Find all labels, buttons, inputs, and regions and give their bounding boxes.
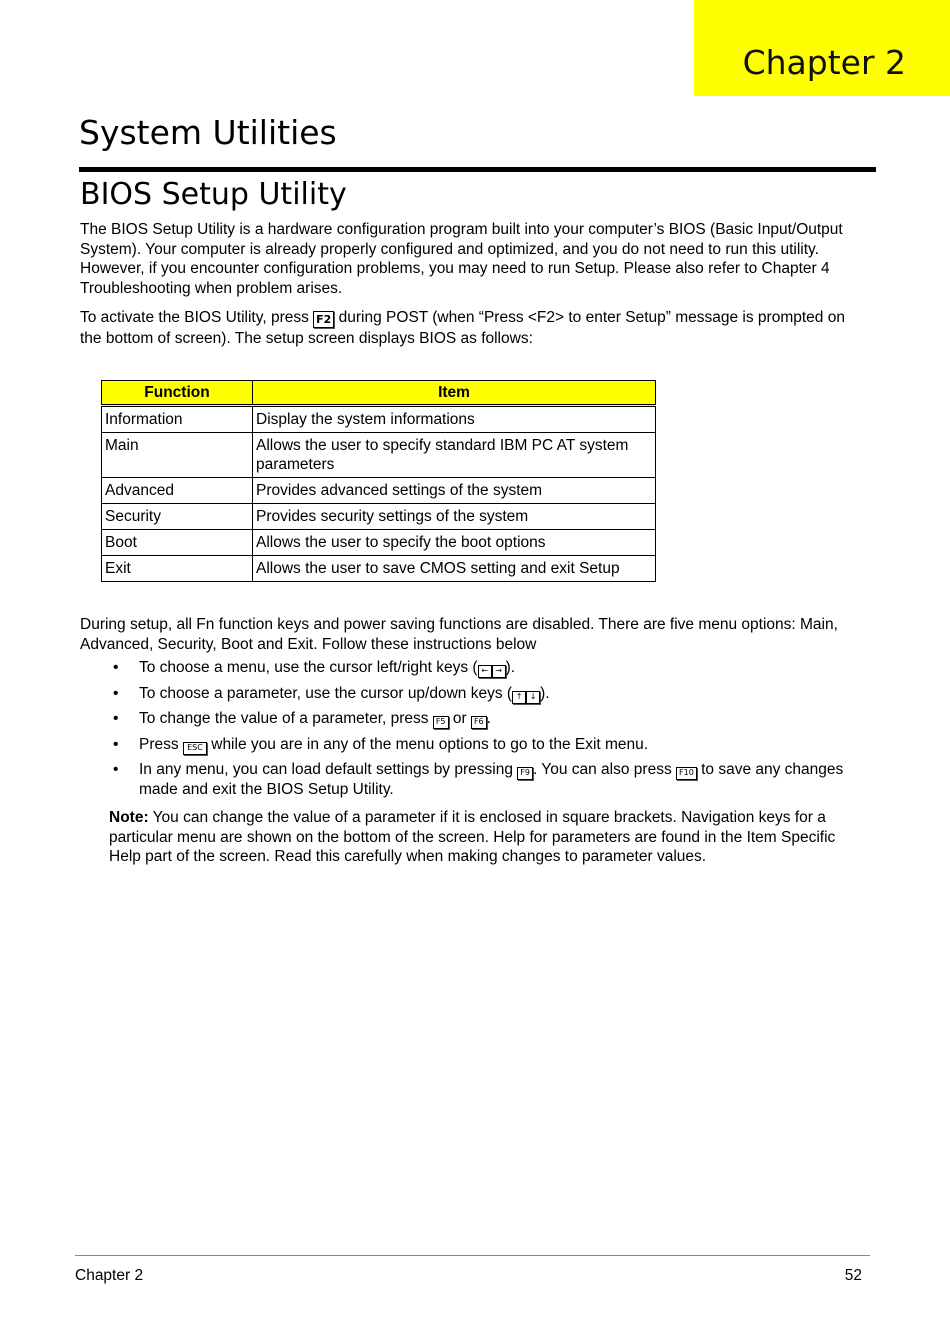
list-item xyxy=(109,735,869,755)
f6-key-icon: F6 xyxy=(471,716,487,729)
function-cell: Advanced xyxy=(102,478,253,504)
intro-paragraph: The BIOS Setup Utility is a hardware configuration program built into your computer’s BIOS (Basic Input/Output System). Your computer is already properly configured and optimized, and you do not need to run this utility. However, if you encounter configuration problems, you may need to run Setup. Please also refer to Chapter 4 Troubleshooting when problem arises. xyxy=(80,221,843,297)
list-item-text: To choose a menu, use the cursor left/right keys ( xyxy=(139,659,478,676)
table-row xyxy=(102,530,656,556)
function-cell: Exit xyxy=(102,556,253,582)
list-item xyxy=(109,684,869,704)
f10-key-icon: F10 xyxy=(676,767,697,780)
instruction-list xyxy=(109,658,869,805)
table-row xyxy=(102,504,656,530)
f2-key-icon: F2 xyxy=(313,311,334,328)
header-item: Item xyxy=(253,381,656,406)
down-arrow-key-icon: ↓ xyxy=(526,691,540,704)
chapter-tab-label: Chapter 2 xyxy=(742,43,906,82)
activate-paragraph xyxy=(80,308,870,349)
list-item-text-end: to save any changes made and exit the BIOS Setup Utility. xyxy=(139,761,844,798)
f5-key-icon: F5 xyxy=(433,716,449,729)
function-cell: Security xyxy=(102,504,253,530)
activate-text-after: during POST (when “Press <F2> to enter Setup” message is prompted on the bottom of screen). The setup screen displays BIOS as follows: xyxy=(80,309,845,347)
table-row xyxy=(102,478,656,504)
title-rule xyxy=(79,167,876,172)
list-item-text-mid: or xyxy=(448,710,471,727)
function-table xyxy=(101,380,656,582)
list-item-text: Press xyxy=(139,735,183,753)
footer-rule xyxy=(75,1255,870,1256)
note-label: Note: xyxy=(109,809,149,826)
list-item-text: In any menu, you can load default settings by pressing xyxy=(139,761,518,778)
function-cell: Boot xyxy=(102,530,253,556)
table-row xyxy=(102,433,656,478)
table-row xyxy=(102,406,656,433)
table-row xyxy=(102,556,656,582)
esc-key-icon: ESC xyxy=(183,742,207,755)
up-arrow-key-icon: ↑ xyxy=(512,691,526,704)
item-cell: Provides security settings of the system xyxy=(253,504,656,530)
during-setup-paragraph: During setup, all Fn function keys and power saving functions are disabled. There are five menu options: Main, Advanced, Security, Boot and Exit. Follow these instructions below xyxy=(80,616,838,653)
left-arrow-key-icon: ← xyxy=(478,665,492,678)
item-cell: Allows the user to specify the boot options xyxy=(253,530,656,556)
list-item xyxy=(109,709,869,729)
item-cell: Display the system informations xyxy=(253,406,656,433)
item-cell: Provides advanced settings of the system xyxy=(253,478,656,504)
table-header-row xyxy=(102,381,656,406)
list-item-text: To change the value of a parameter, press xyxy=(139,710,433,727)
list-item-text-end: ). xyxy=(505,659,516,676)
item-cell: Allows the user to save CMOS setting and exit Setup xyxy=(253,556,656,582)
section-title: BIOS Setup Utility xyxy=(80,177,347,212)
function-cell: Main xyxy=(102,433,253,478)
footer-chapter: Chapter 2 xyxy=(75,1267,144,1284)
activate-text-before: To activate the BIOS Utility, press xyxy=(80,309,314,326)
item-cell: Allows the user to specify standard IBM PC AT system parameters xyxy=(253,433,656,478)
header-function: Function xyxy=(102,381,253,406)
list-item-text-end: while you are in any of the menu options to go to the Exit menu. xyxy=(206,735,649,753)
list-item-text-end: . xyxy=(486,710,491,727)
list-item-text: To choose a parameter, use the cursor up/down keys ( xyxy=(139,684,513,702)
list-item xyxy=(109,658,869,678)
f9-key-icon: F9 xyxy=(517,767,533,780)
list-item xyxy=(109,760,869,799)
page-number: 52 xyxy=(844,1267,862,1284)
function-cell: Information xyxy=(102,406,253,433)
list-item-text-mid: . You can also press xyxy=(532,761,677,778)
chapter-tab xyxy=(694,0,950,96)
note-paragraph xyxy=(109,808,869,867)
list-item-text-end: ). xyxy=(540,684,550,702)
page-title: System Utilities xyxy=(79,113,337,152)
right-arrow-key-icon: → xyxy=(492,665,506,678)
note-text: You can change the value of a parameter if it is enclosed in square brackets. Navigation keys for a particular menu are shown on the bottom of the screen. Help for parameters are found in the Item Specific Help part of the screen. Read this carefully when making changes to parameter values. xyxy=(109,809,836,865)
